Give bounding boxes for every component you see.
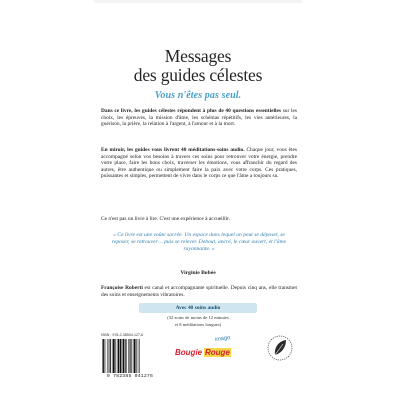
publisher-imago: imago (214, 334, 231, 344)
audio-note-line-1: (32 soins de moins de 12 minutes (167, 315, 229, 320)
intro-bold: Dans ce livre, les guides célestes répondent à plus de 40 questions essentielles (101, 108, 281, 114)
quote-author: Virginie Bobée (180, 270, 216, 276)
isbn-label: ISBN : 978-2-38504-127-6 (101, 333, 144, 337)
meditations-text: Chaque jour, vous êtes accompagné selon vos besoins à travers ces soins pour retrouver votre énergie, prendre votre place, faire les bons choix, traverser les émotions, vous affranchir du regard des autres, être authentique ou simplement faire la paix avec votre corps. Ces pratiques, puissantes et simples, permettent de vivre dans le corps ce que l'âme a toujours su. (101, 147, 297, 180)
publisher-bougie: Bougie (175, 348, 203, 357)
experience-line: Ce n'est pas un livre à lire. C'est une expérience à accueillir. (101, 216, 231, 222)
title-line-1: Messages (164, 46, 232, 66)
barcode-icon (101, 339, 159, 373)
title-line-2: des guides célestes (133, 65, 263, 85)
intro-text: sur les choix, les épreuves, la mission d'âme, les schémas répétitifs, les vies antérieures, la guérison, la prière, la relation à l'argent, à l'amour et à la mort. (101, 108, 297, 128)
book-back-cover (94, 0, 302, 400)
eco-leaf-icon (266, 333, 294, 365)
author-name: Françoise Roberti (101, 285, 143, 291)
author-bio-text: est canal et accompagnante spirituelle. Depuis cinq ans, elle transmet des soins et enseignements vibratoires. (101, 285, 297, 298)
audio-badge: Avec 40 soins audio (139, 303, 257, 313)
publisher-logo (175, 336, 233, 366)
publisher-rouge: Rouge (205, 348, 230, 357)
testimonial-quote: « Ce livre est une voûte sacrée. Un espace dans lequel on peut se déposer, se reposer, se retrouver… puis se relever. Debout, ancré, le cœur ouvert, et l'âme rayonnante. » (111, 232, 287, 253)
barcode-digits: 9 782385 041276 (106, 374, 154, 379)
intro-paragraph (101, 108, 297, 128)
author-bio (101, 285, 297, 298)
tagline: Vous n'êtes pas seul. (154, 90, 242, 101)
audio-note-line-2: et 8 méditations longues) (174, 322, 222, 327)
isbn-block (101, 333, 159, 383)
meditations-paragraph (101, 147, 297, 180)
meditations-bold: En miroir, les guides vous livrent 40 méditations-soins audio. (101, 147, 245, 153)
